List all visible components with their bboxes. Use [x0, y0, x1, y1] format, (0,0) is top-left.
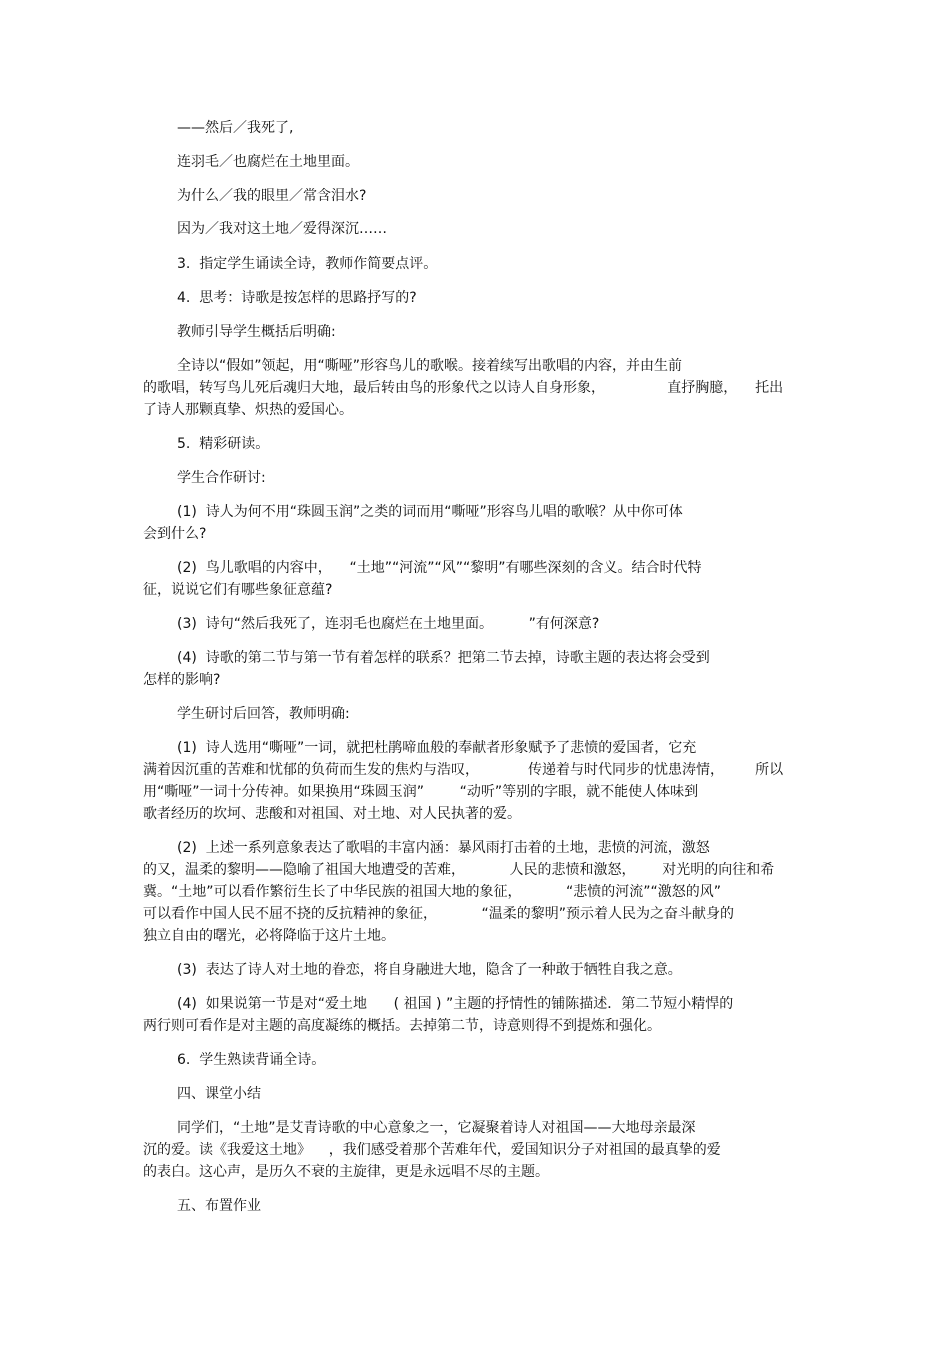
- answer-line: 歌者经历的坎坷、悲酸和对祖国、对土地、对人民执著的爱。: [143, 806, 521, 822]
- paragraph-line: 教师引导学生概括后明确:: [177, 324, 336, 340]
- paragraph-line: 的表白。这心声，是历久不衰的主旋律，更是永远唱不尽的主题。: [143, 1164, 549, 1180]
- paragraph-line: 的歌唱，转写鸟儿死后魂归大地，最后转由鸟的形象代之以诗人自身形象， 直抒胸臆， 托出: [143, 380, 784, 396]
- paragraph-line: 同学们，“土地”是艾青诗歌的中心意象之一，它凝聚着诗人对祖国——大地母亲最深: [177, 1120, 696, 1136]
- step-item: 5. 精彩研读。: [177, 436, 270, 452]
- answer-line: (4) 如果说第一节是对“爱土地 ( 祖国 ) ”主题的抒情性的铺陈描述．第二节短小精悍的: [177, 996, 734, 1012]
- question-line: 征，说说它们有哪些象征意蕴?: [143, 582, 333, 598]
- section-heading: 四、课堂小结: [177, 1086, 261, 1102]
- section-heading: 五、布置作业: [177, 1198, 261, 1214]
- answer-line: (3) 表达了诗人对土地的眷恋，将自身融进大地，隐含了一种敢于牺牲自我之意。: [177, 962, 682, 978]
- question-line: 怎样的影响?: [143, 672, 221, 688]
- question-line: (4) 诗歌的第二节与第一节有着怎样的联系？把第二节去掉，诗歌主题的表达将会受到: [177, 650, 710, 666]
- question-line: (3) 诗句“然后我死了，连羽毛也腐烂在土地里面。 ”有何深意?: [177, 616, 600, 632]
- paragraph-line: 学生合作研讨:: [177, 470, 266, 486]
- answer-line: 用“嘶哑”一词十分传神。如果换用“珠圆玉润” “动听”等别的字眼，就不能使人体味到: [143, 784, 699, 800]
- answer-line: (1) 诗人选用“嘶哑”一词，就把杜鹃啼血般的奉献者形象赋予了悲愤的爱国者，它充: [177, 740, 697, 756]
- step-item: 3. 指定学生诵读全诗，教师作简要点评。: [177, 256, 438, 272]
- poem-line: 连羽毛／也腐烂在土地里面。: [177, 154, 359, 170]
- answer-line: 可以看作中国人民不屈不挠的反抗精神的象征， “温柔的黎明”预示着人民为之奋斗献身的: [143, 906, 735, 922]
- paragraph-line: 学生研讨后回答，教师明确:: [177, 706, 350, 722]
- answer-line: 两行则可看作是对主题的高度凝练的概括。去掉第二节，诗意则得不到提炼和强化。: [143, 1018, 661, 1034]
- poem-line: ——然后／我死了,: [177, 120, 294, 136]
- question-line: (2) 鸟儿歌唱的内容中， “土地”“河流”“风”“黎明”有哪些深刻的含义。结合时代特: [177, 560, 702, 576]
- step-item: 4. 思考：诗歌是按怎样的思路抒写的?: [177, 290, 417, 306]
- step-item: 6. 学生熟读背诵全诗。: [177, 1052, 326, 1068]
- question-line: 会到什么?: [143, 526, 207, 542]
- answer-line: 的又，温柔的黎明——隐喻了祖国大地遭受的苦难， 人民的悲愤和激怒， 对光明的向往和希: [143, 862, 775, 878]
- question-line: (1) 诗人为何不用“珠圆玉润”之类的词而用“嘶哑”形容鸟儿唱的歌喉？从中你可体: [177, 504, 683, 520]
- answer-line: 冀。“土地”可以看作繁衍生长了中华民族的祖国大地的象征， “悲愤的河流”“激怒的风”: [143, 884, 722, 900]
- paragraph-line: 了诗人那颗真挚、炽热的爱国心。: [143, 402, 353, 418]
- answer-line: (2) 上述一系列意象表达了歌唱的丰富内涵：暴风雨打击着的土地，悲愤的河流，激怒: [177, 840, 710, 856]
- poem-line: 为什么／我的眼里／常含泪水?: [177, 188, 367, 204]
- paragraph-line: 全诗以“假如”领起，用“嘶哑”形容鸟儿的歌喉。接着续写出歌唱的内容，并由生前: [177, 358, 683, 374]
- poem-line: 因为／我对这土地／爱得深沉……: [177, 221, 387, 237]
- answer-line: 满着因沉重的苦难和忧郁的负荷而生发的焦灼与浩叹， 传递着与时代同步的忧患涛情， 所以: [143, 762, 784, 778]
- paragraph-line: 沉的爱。读《我爱这土地》 ，我们感受着那个苦难年代，爱国知识分子对祖国的最真挚的爱: [143, 1142, 721, 1158]
- answer-line: 独立自由的曙光，必将降临于这片土地。: [143, 928, 395, 944]
